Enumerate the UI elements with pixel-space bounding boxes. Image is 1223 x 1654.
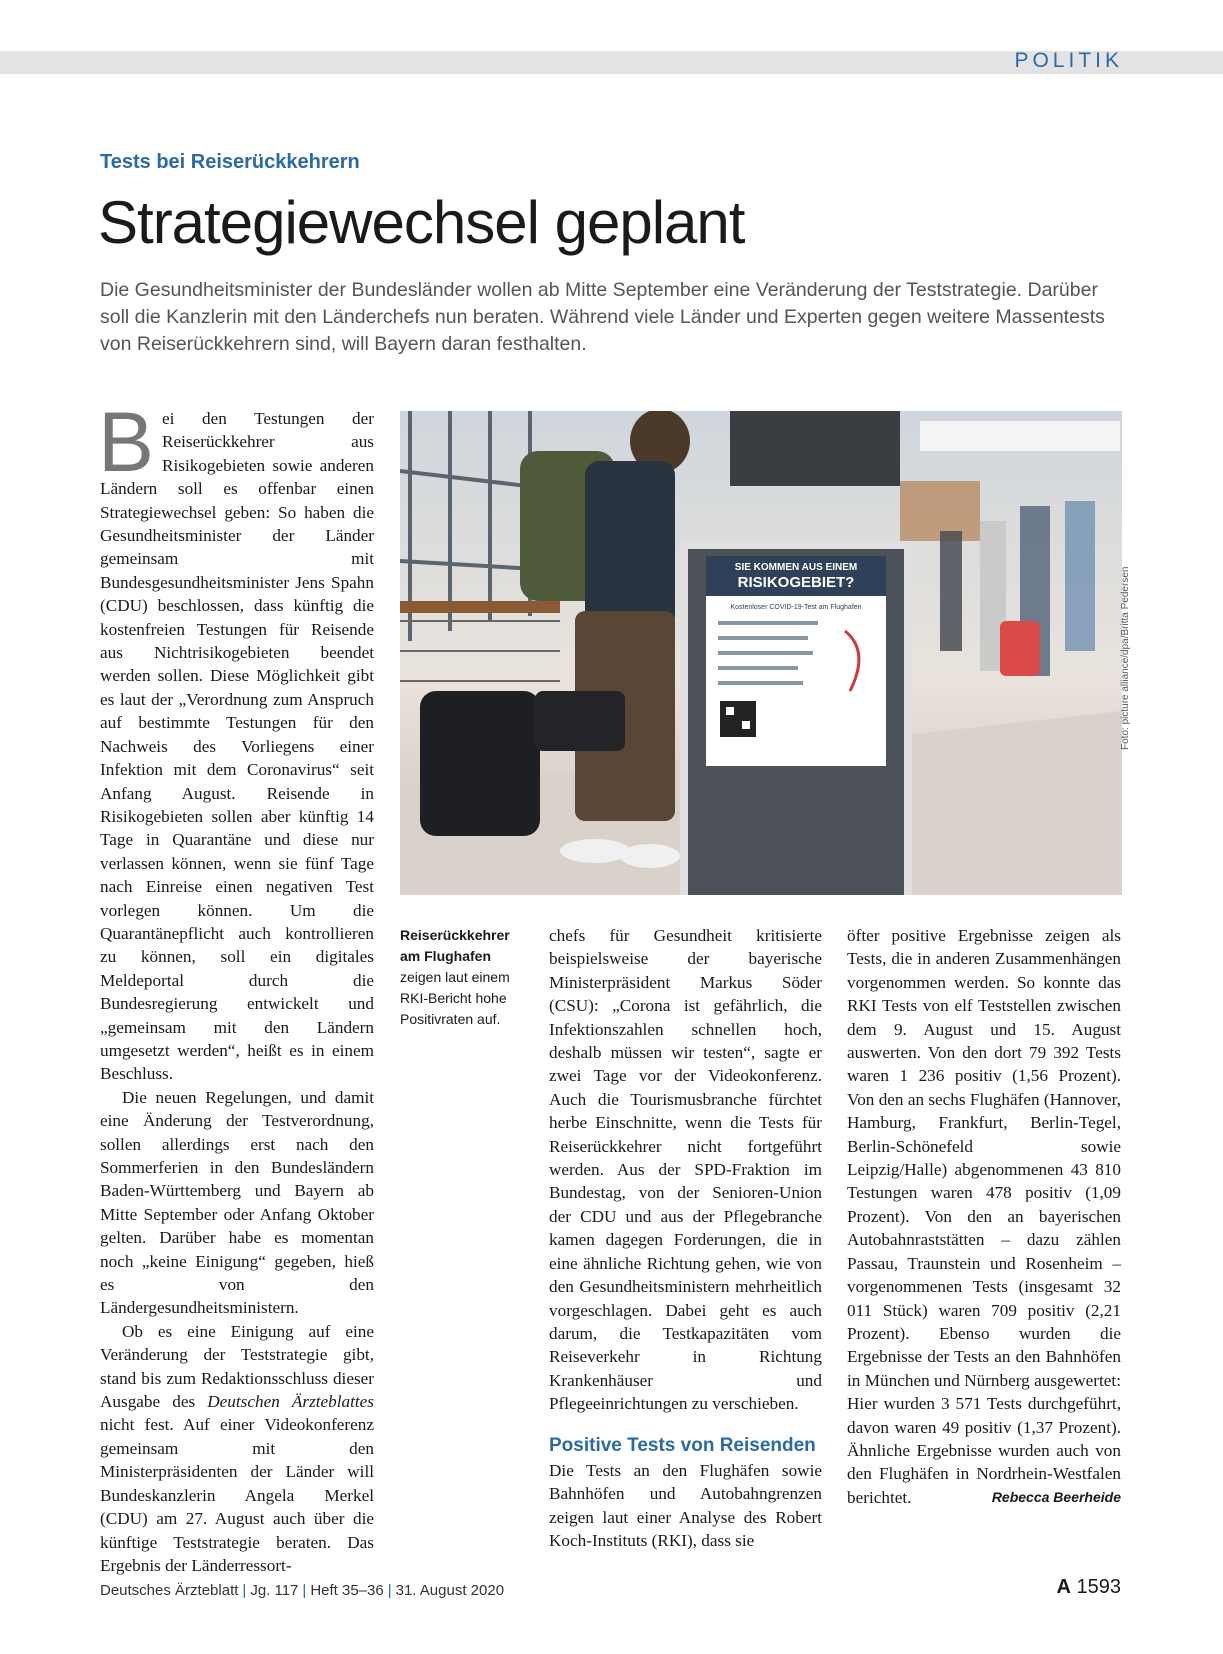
author-signature: Rebecca Beerheide — [991, 1488, 1121, 1505]
footer-volume: Jg. 117 — [250, 1582, 299, 1599]
paragraph-3 — [100, 1320, 374, 1577]
text-column-2 — [549, 924, 822, 1553]
footer-separator: | — [242, 1582, 247, 1599]
article-lede: Die Gesundheitsminister der Bundesländer wollen ab Mitte September eine Veränderung der Teststrategie. Darüber soll die Kanzlerin mit den Länderchefs nun beraten. Während viele Länder und Experten gegen weitere Massentests von Reiserückkehrern sind, will Bayern daran festhalten. — [100, 279, 1105, 355]
photo-credit: Foto: picture alliance/dpa/Britta Pedersen — [1120, 566, 1131, 750]
journal-name-italic: Deutschen Ärzteblattes — [207, 1392, 374, 1412]
paragraph-3-part-1: Ob es eine Einigung auf eine Veränderung der Teststrategie gibt, stand bis zum Redaktionsschluss dieser Ausgabe des — [100, 1321, 374, 1412]
info-sign — [680, 541, 912, 895]
paragraph-4: Die Tests an den Flughäfen sowie Bahnhöfen und Autobahngrenzen zeigen laut einer Analyse des Robert Koch-Instituts (RKI), dass sie — [549, 1460, 822, 1551]
paragraph-2: Die neuen Regelungen, und damit eine Änderung der Testverordnung, sollen allerdings erst nach den Sommerferien in den Bundesländern Baden-Württemberg und Bayern ab Mitte September oder Anfang Oktober gelten. Darüber habe es momentan noch „keine Einigung“ gegeben, hieß es von den Ländergesundheitsministern. — [100, 1087, 374, 1318]
paragraph-5-text: öfter positive Ergebnisse zeigen als Tests, die in anderen Zusammenhängen vorgenommen werden. So konnte das RKI Tests von elf Teststellen zwischen dem 9. August und 15. August auswerten. Von den dort 79 392 Tests waren 1 236 positiv (1,56 Prozent). Von den an sechs Flughäfen (Hannover, Hamburg, Frankfurt, Berlin-Tegel, Berlin-Schönefeld sowie Leipzig/Halle) abgenommenen 43 810 Testungen waren 478 positiv (1,09 Prozent). Von den an bayerischen Autobahnraststätten – dazu zählen Passau, Traunstein und Rosenheim – vorgenommenen Tests (insgesamt 32 011 Stück) waren 709 positiv (2,21 Prozent). Ebenso wurden die Ergebnisse der Tests an den Bahnhöfen in München und Nürnberg ausgewertet: Hier wurden 3 571 Tests durchgeführt, davon waren 49 positiv (1,37 Prozent). Ähnliche Ergebnisse wurden auch von den Flughäfen in Nordrhein-Westfalen berichtet. — [847, 926, 1121, 1507]
text-column-3 — [847, 924, 1121, 1509]
sign-title-line-1: SIE KOMMEN AUS EINEM — [734, 562, 858, 573]
footer-date: 31. August 2020 — [395, 1582, 505, 1599]
caption-text: zeigen laut einem RKI-Bericht hohe Positivraten auf. — [400, 969, 510, 1027]
sign-subtitle: Kostenloser COVID-19-Test am Flughafen — [730, 604, 862, 611]
footer-issue: Heft 35–36 — [310, 1582, 384, 1599]
footer-separator: | — [302, 1582, 307, 1599]
page-number — [1056, 1576, 1121, 1599]
text-column-1 — [98, 395, 374, 1577]
photo-caption — [400, 925, 520, 1030]
section-label: POLITIK — [1014, 49, 1123, 72]
drop-cap: B — [98, 395, 155, 489]
footer-journal: Deutsches Ärzteblatt — [100, 1582, 239, 1599]
page-number-value: 1593 — [1076, 1576, 1121, 1598]
paragraph-3-continued: chefs für Gesundheit kritisierte beispielsweise der bayerische Ministerpräsident Markus Söder (CSU): „Corona ist gefährlich, die Infektionszahlen schnellen hoch, deshalb müssen wir testen“, sagte er zwei Tage vor der Videokonferenz. Auch die Tourismusbranche fürchtet herbe Einschnitte, wenn die Tests für Reiserückkehrer nicht fortgeführt werden. Aus der SPD-Fraktion im Bundestag, von der Senioren-Union der CDU und aus der Pflegebranche kamen dagegen Forderungen, die in eine ähnliche Richtung gehen, wie von den Gesundheitsministern mehrheitlich vorgeschlagen. Dabei geht es auch darum, die Testkapazitäten vom Reiseverkehr in Richtung Krankenhäuser und Pflegeeinrichtungen zu verschieben. — [549, 926, 822, 1414]
article-photo — [400, 411, 1122, 895]
paragraph-3-part-2: nicht fest. Auf einer Videokonferenz gemeinsam mit den Ministerpräsidenten der Länder will Bundeskanzlerin Angela Merkel (CDU) am 27. August auch über die künftige Teststrategie beraten. Das Ergebnis der Länderressort- — [100, 1415, 374, 1575]
footer-citation — [100, 1582, 504, 1599]
caption-bold: Reiserückkehrer am Flughafen — [400, 927, 510, 964]
airport-photo-illustration — [400, 411, 1122, 895]
article-kicker: Tests bei Reiserückkehrern — [100, 151, 360, 173]
paragraph-1: ei den Testungen der Reiserückkehrer aus Risikogebieten sowie anderen Ländern soll es offenbar einen Strategiewechsel geben: So haben die Gesundheitsminister der Länder gemeinsam mit Bundesgesundheitsminister Jens Spahn (CDU) beschlossen, dass künftig die kostenfreien Testungen für Reisende aus Nichtrisikogebieten beendet werden sollen. Diese Möglichkeit gibt es laut der „Verordnung zum Anspruch auf bestimmte Testungen für den Nachweis des Vorliegens einer Infektion mit dem Coronavirus“ seit Anfang August. Reisende in Risikogebieten sollen aber künftig 14 Tage in Quarantäne und diese nur verlassen können, wenn sie fünf Tage nach Einreise einen negativen Test vorlegen können. Um die Quarantänepflicht auch kontrollieren zu können, soll ein digitales Meldeportal durch die Bundesregierung entwickelt und „gemeinsam mit den Ländern umgesetzt werden“, heißt es in einem Beschluss. — [100, 409, 374, 1084]
article-headline: Strategiewechsel geplant — [98, 189, 745, 256]
sign-title-line-2: RISIKOGEBIET? — [737, 574, 855, 591]
footer-separator: | — [387, 1582, 392, 1599]
paragraph-5 — [847, 924, 1121, 1509]
page-prefix: A — [1056, 1576, 1071, 1598]
section-subhead: Positive Tests von Reisenden — [549, 1434, 816, 1456]
